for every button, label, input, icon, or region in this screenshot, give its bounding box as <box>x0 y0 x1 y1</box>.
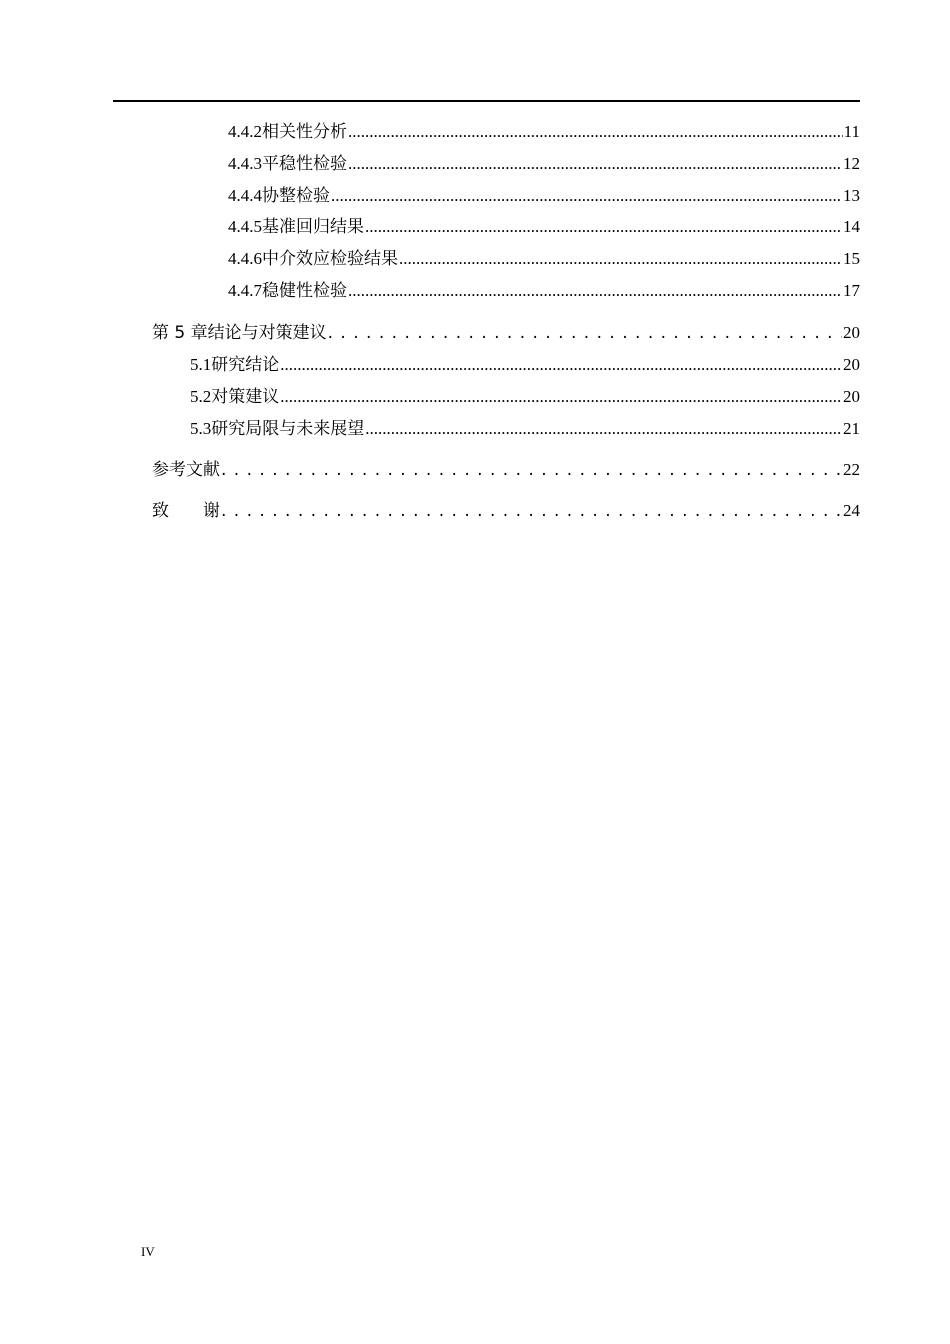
toc-entry-title: 稳健性检验 <box>262 281 347 300</box>
toc-entry-5-1[interactable] <box>190 355 860 375</box>
toc-entry-5-3[interactable] <box>190 419 860 439</box>
toc-dot-leader <box>348 281 842 301</box>
toc-entry-number: 4.4.7 <box>228 281 262 300</box>
toc-acknowledgements-title: 致 谢 <box>152 501 220 521</box>
toc-entry-page: 11 <box>843 122 860 141</box>
toc-entry-references[interactable] <box>152 460 860 480</box>
toc-dot-leader <box>221 460 842 480</box>
toc-dot-leader <box>280 387 842 407</box>
page-number: IV <box>141 1244 155 1259</box>
toc-entry-title: 相关性分析 <box>262 122 347 141</box>
toc-entry-4-4-7[interactable] <box>228 281 860 301</box>
toc-entry-page: 22 <box>843 460 860 479</box>
toc-entry-title: 研究结论 <box>211 355 280 374</box>
toc-entry-4-4-6[interactable] <box>228 249 860 269</box>
toc-entry-page: 20 <box>843 355 860 374</box>
header-rule <box>113 100 860 102</box>
toc-entry-page: 24 <box>843 501 860 520</box>
toc-dot-leader <box>348 122 843 142</box>
toc-entry-page: 20 <box>843 387 860 406</box>
toc-entry-title: 对策建议 <box>211 387 280 406</box>
toc-entry-page: 20 <box>843 323 860 342</box>
toc-entry-number: 4.4.3 <box>228 154 262 173</box>
toc-entry-title: 中介效应检验结果 <box>262 249 398 268</box>
toc-dot-leader <box>280 355 842 375</box>
toc-entry-page: 15 <box>843 249 860 268</box>
toc-entry-page: 12 <box>843 154 860 173</box>
toc-entry-number: 4.4.6 <box>228 249 262 268</box>
toc-entry-acknowledgements[interactable] <box>152 501 860 521</box>
toc-dot-leader <box>348 154 842 174</box>
toc-entry-4-4-2[interactable] <box>228 122 860 142</box>
toc-chapter-number: 第 5 章 <box>152 323 208 343</box>
toc-entry-chapter-5[interactable] <box>152 323 860 343</box>
toc-dot-leader <box>399 249 842 269</box>
toc-entry-5-2[interactable] <box>190 387 860 407</box>
toc-dot-leader <box>328 323 842 343</box>
toc-entry-page: 17 <box>843 281 860 300</box>
toc-dot-leader <box>365 419 842 439</box>
toc-chapter-title: 结论与对策建议 <box>207 323 327 343</box>
toc-entry-number: 5.1 <box>190 355 212 374</box>
toc-entry-number: 4.4.5 <box>228 217 262 236</box>
toc-entry-4-4-5[interactable] <box>228 217 860 237</box>
toc-dot-leader <box>221 501 842 521</box>
toc-entry-number: 4.4.4 <box>228 186 262 205</box>
toc-entry-page: 14 <box>843 217 860 236</box>
toc-dot-leader <box>331 186 842 206</box>
toc-references-title: 参考文献 <box>152 460 220 480</box>
toc-entry-page: 21 <box>843 419 860 438</box>
toc-entry-number: 5.2 <box>190 387 212 406</box>
toc-entry-title: 平稳性检验 <box>262 154 347 173</box>
toc-entry-title: 协整检验 <box>262 186 330 205</box>
toc-entry-number: 5.3 <box>190 419 212 438</box>
toc-dot-leader <box>365 217 842 237</box>
toc-entry-4-4-4[interactable] <box>228 186 860 206</box>
toc-entry-title: 基准回归结果 <box>262 217 364 236</box>
toc-entry-number: 4.4.2 <box>228 122 262 141</box>
toc-entry-4-4-3[interactable] <box>228 154 860 174</box>
toc-entry-page: 13 <box>843 186 860 205</box>
toc-entry-title: 研究局限与未来展望 <box>211 419 365 438</box>
